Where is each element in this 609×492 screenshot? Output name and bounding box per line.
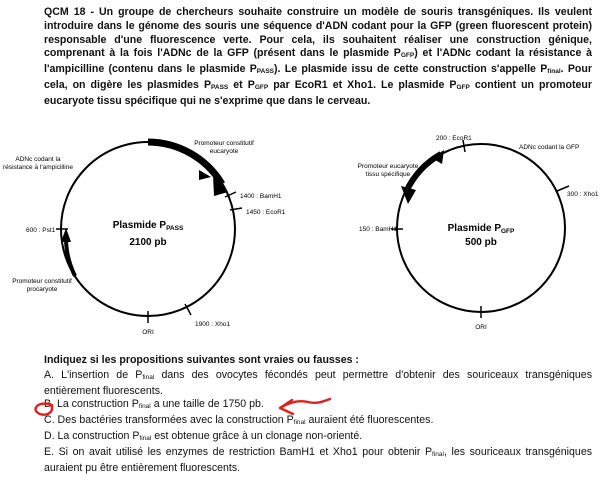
question-header: Indiquez si les propositions suivantes sont vraies ou fausses : (44, 354, 359, 366)
proposition-b[interactable]: B. La construction Pfinal a une taille de 1750 pb. (44, 398, 264, 411)
pass-label-promoter-euk: Promoteur constitutif eucaryote (194, 140, 254, 155)
intro-text-3: ). Le plasmide issu de cette construction s'appelle P (274, 63, 548, 76)
pass-name: Plasmide $P_{PASS}$ (112, 220, 184, 232)
plasmid-gfp (358, 135, 599, 331)
gfp-ori: ORI (475, 324, 487, 331)
question-list (44, 354, 592, 475)
pass-site-xho1: 1900 : Xho1 (195, 321, 231, 328)
intro-paragraph (44, 6, 592, 109)
subscript: PASS (211, 83, 229, 91)
pass-site-bamh1: 1400 : BamH1 (240, 193, 282, 200)
subscript: GFP (456, 83, 470, 91)
gfp-name: Plasmide $P_{GFP}$ (447, 223, 515, 235)
pass-label-adnc: ADNc codant la résistance à l'ampicilline (3, 156, 73, 171)
gfp-size: 500 pb (465, 237, 497, 248)
pass-ori: ORI (142, 329, 154, 336)
gfp-label-promoter: Promoteur eucaryote tissu spécifique (357, 163, 419, 178)
gfp-label-adnc: ADNc codant la GFP (519, 144, 580, 151)
plasmid-pass (3, 140, 286, 336)
subscript: PASS (256, 68, 275, 76)
intro-text-5: et P (228, 78, 255, 91)
plasmid-diagrams (0, 128, 609, 348)
intro-text-1: Un groupe de chercheurs souhaite construire un modèle de souris transgéniques. Ils veulent introduire dans le génome des souris une séquence d'ADN codant pour la GFP (green fluorescent protein) responsable d'une fluorescence verte. Pour cela, ils souhaitent réaliser une construction génique, comprenant à la fois l'ADNc de la GFP (présent dans le plasmide P (44, 6, 593, 60)
proposition-d[interactable]: D. La construction Pfinal est obtenue grâce à un clonage non-orienté. (44, 429, 363, 442)
pass-site-pst1: 600 : Pst1 (26, 227, 56, 234)
intro-text-2: ) et l'ADNc codant la résistance à l'ampicilline (contenu dans le plasmide P (44, 47, 592, 76)
gfp-site-bamh1: 150 : BamH1 (359, 226, 397, 233)
pass-label-promoter-prok: Promoteur constitutif procaryote (12, 278, 72, 293)
proposition-c[interactable]: C. Des bactéries transformées avec la construction Pfinal auraient été fluorescentes. (44, 414, 434, 427)
proposition-a[interactable]: A. L'insertion de Pfinal dans des ovocytes fécondés peut permettre d'obtenir des souriceaux transgéniques entièrement fluorescents. (44, 368, 592, 397)
gfp-site-xho1: 300 : Xho1 (567, 191, 599, 198)
subscript: final (547, 68, 561, 76)
subscript: GFP (254, 83, 269, 91)
question-number: QCM 18 - (44, 6, 94, 18)
subscript: GFP (400, 52, 415, 60)
pass-size: 2100 pb (129, 237, 167, 248)
pass-site-ecor1: 1450 : EcoR1 (246, 209, 286, 216)
intro-text-7: contient un promoteur eucaryote tissu spécifique qui ne s'exprime que dans le cerveau. (44, 78, 593, 107)
pass-promoter-arrow (61, 228, 71, 242)
gfp-site-ecor1: 200 : EcoR1 (436, 135, 472, 142)
proposition-e[interactable]: E. Si on avait utilisé les enzymes de restriction BamH1 et Xho1 pour obtenir Pfinal, les souriceaux transgéniques auraient pu être entièrement fluorescents. (44, 445, 593, 474)
intro-text-6: par EcoR1 et Xho1. Le plasmide P (268, 78, 457, 91)
intro-text-4: . Pour cela, on digère les plasmides P (44, 63, 592, 91)
